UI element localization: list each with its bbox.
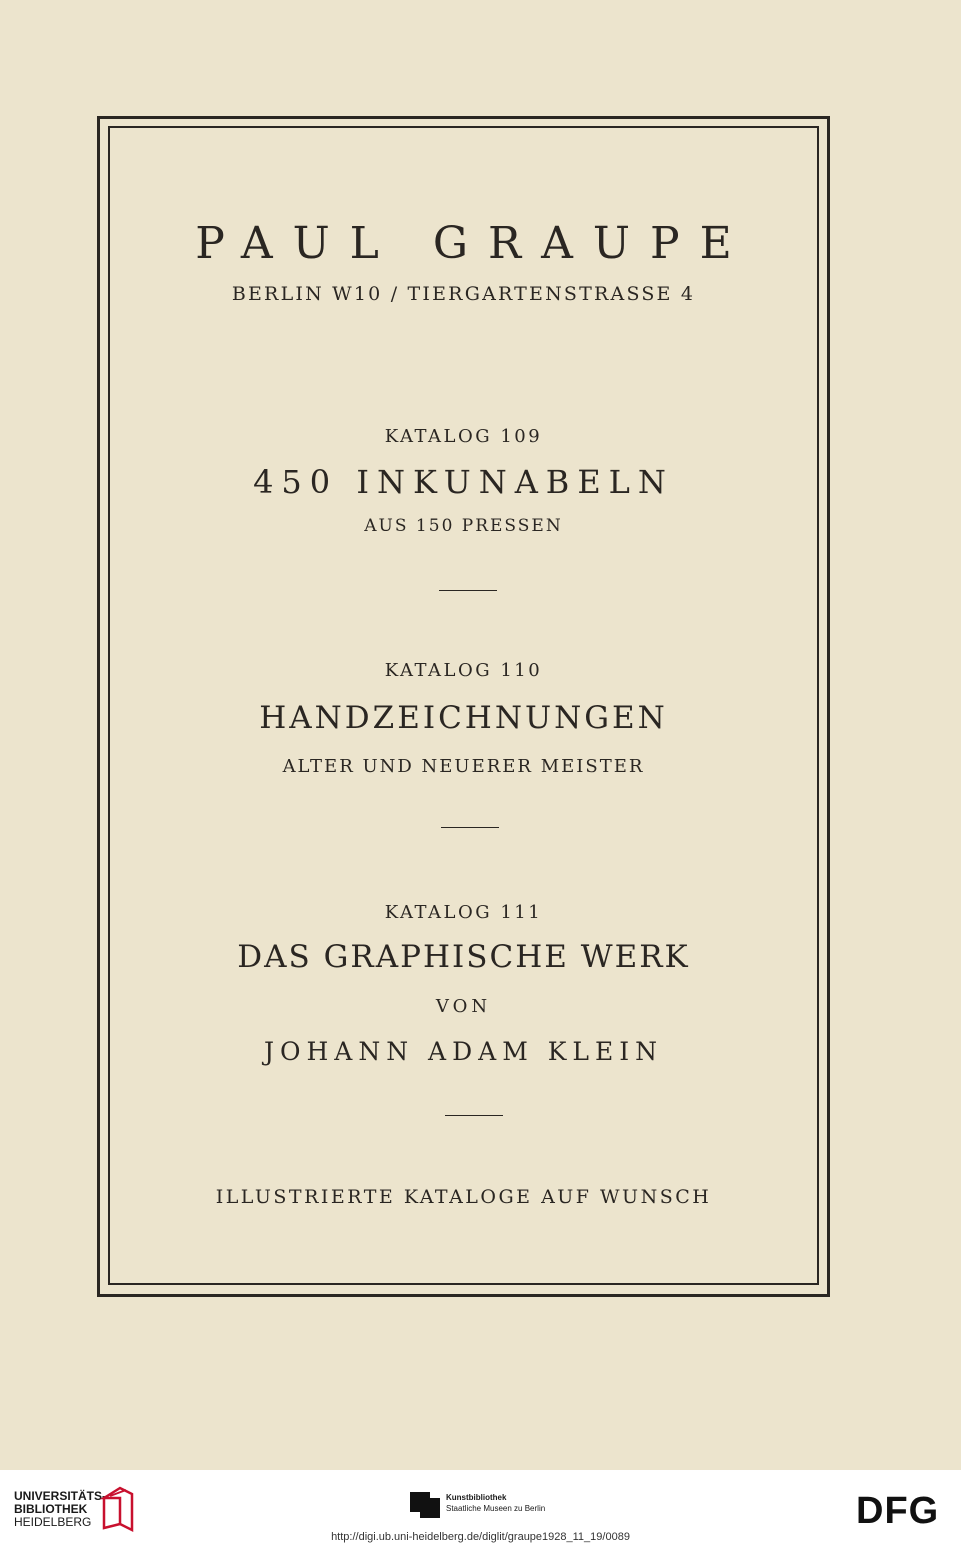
catalog-109-subtitle: AUS 150 PRESSEN — [364, 516, 563, 536]
catalog-111-author: JOHANN ADAM KLEIN — [263, 1037, 664, 1066]
kunstbibliothek-line2: Staatliche Museen zu Berlin — [446, 1504, 546, 1513]
ub-logo-line2: BIBLIOTHEK — [14, 1502, 88, 1516]
publisher-address: BERLIN W10 / TIERGARTENSTRASSE 4 — [231, 283, 696, 305]
catalog-111-connector: VON — [435, 996, 492, 1017]
catalog-request-note: ILLUSTRIERTE KATALOGE AUF WUNSCH — [215, 1186, 712, 1208]
ub-logo-line1: UNIVERSITÄTS- — [14, 1489, 107, 1503]
catalog-111-label: KATALOG 111 — [384, 902, 543, 923]
catalog-109-title: 450 INKUNABELN — [253, 463, 674, 501]
catalog-110-label: KATALOG 110 — [384, 660, 543, 681]
divider-rule — [439, 590, 497, 591]
ub-mark-icon — [100, 1484, 136, 1534]
catalog-111-title: DAS GRAPHISCHE WERK — [237, 939, 690, 975]
source-url[interactable]: http://digi.ub.uni-heidelberg.de/diglit/graupe1928_11_19/0089 — [331, 1531, 630, 1543]
dfg-logo[interactable]: DFG — [856, 1490, 940, 1532]
kunstbibliothek-mark-icon — [410, 1492, 440, 1518]
divider-rule — [445, 1115, 503, 1116]
catalog-110-title: HANDZEICHNUNGEN — [259, 700, 668, 736]
ub-logo-line3: HEIDELBERG — [14, 1515, 92, 1529]
kunstbibliothek-logo[interactable] — [410, 1492, 570, 1522]
catalog-110-subtitle: ALTER UND NEUERER MEISTER — [282, 756, 645, 777]
ub-heidelberg-logo[interactable] — [14, 1490, 106, 1529]
publisher-name: PAUL GRAUPE — [195, 218, 752, 269]
divider-rule — [441, 827, 499, 828]
catalog-109-label: KATALOG 109 — [384, 426, 543, 447]
kunstbibliothek-line1: Kunstbibliothek — [446, 1493, 507, 1502]
